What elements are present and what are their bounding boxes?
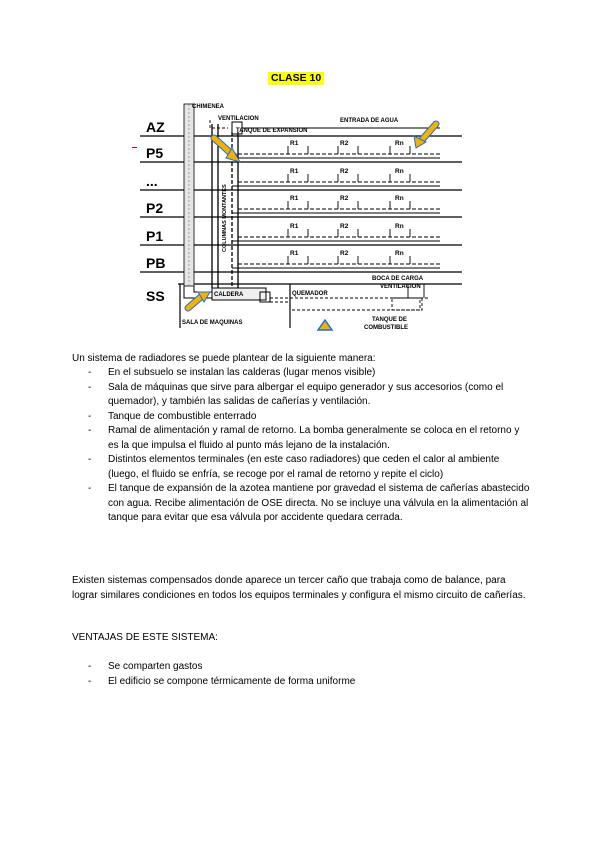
label-ventilacion-bottom: VENTILACION — [380, 284, 421, 290]
list-item: - El edificio se compone térmicamente de forma uniforme — [72, 675, 532, 690]
label-ventilacion: VENTILACION — [218, 116, 259, 122]
list-item: - Sala de máquinas que sirve para albergar el equipo generador y sus accesorios (como el quemador), y también las salidas de cañerías y ventilación. — [72, 381, 532, 410]
radiator-label: Rn — [395, 195, 404, 202]
radiator-label: R1 — [290, 140, 299, 147]
radiator-label: R1 — [290, 195, 299, 202]
radiator-label: R2 — [340, 140, 349, 147]
radiator-label: R2 — [340, 195, 349, 202]
label-caldera: CALDERA — [214, 292, 244, 298]
red-mark — [132, 147, 137, 148]
floor-label: AZ — [146, 119, 165, 135]
label-columnas: COLUMNAS MONTANTES — [222, 184, 228, 252]
list-item: - Ramal de alimentación y ramal de retorno. La bomba generalmente se coloca en el retorno y es la que impulsa el fluido al punto más lejano de la instalación. — [72, 424, 532, 453]
ventajas-heading: VENTAJAS DE ESTE SISTEMA: — [72, 632, 218, 643]
label-tanque-combustible: COMBUSTIBLE — [364, 325, 408, 331]
page-title: CLASE 10 — [268, 72, 324, 85]
radiator-row — [232, 229, 440, 241]
components-list — [72, 366, 532, 526]
label-entrada-agua: ENTRADA DE AGUA — [340, 118, 399, 124]
arrow-icon — [188, 292, 210, 308]
label-chimenea: CHIMENEA — [192, 104, 225, 110]
radiator-row — [232, 146, 440, 158]
label-tanque-combustible: TANQUE DE — [372, 317, 407, 323]
label-boca-carga: BOCA DE CARGA — [372, 276, 424, 282]
floor-label: ... — [146, 173, 158, 189]
label-quemador: QUEMADOR — [292, 291, 328, 297]
radiator-row — [232, 201, 440, 213]
floor-label: PB — [146, 255, 166, 271]
chimney — [184, 104, 212, 298]
radiator-row — [232, 256, 440, 268]
radiator-label: Rn — [395, 223, 404, 230]
label-sala-maquinas: SALA DE MAQUINAS — [182, 320, 243, 326]
list-item: - En el subsuelo se instalan las calderas (lugar menos visible) — [72, 366, 532, 381]
radiator-label: Rn — [395, 250, 404, 257]
list-item: - Tanque de combustible enterrado — [72, 410, 532, 425]
floor-label: P1 — [146, 228, 164, 244]
radiator-label: R1 — [290, 223, 299, 230]
heating-diagram — [140, 102, 462, 332]
radiator-label: Rn — [395, 168, 404, 175]
label-tanque-expansion: TANQUE DE EXPANSION — [236, 128, 308, 134]
radiator-row — [232, 174, 440, 186]
compensated-paragraph: Existen sistemas compensados donde aparece un tercer caño que trabaja como de balance, para lograr similares condiciones en todos los equipos terminales y configura el mismo circuito de cañerías. — [72, 575, 526, 601]
list-item: - Se comparten gastos — [72, 660, 532, 675]
floor-label: P2 — [146, 200, 164, 216]
arrow-icon — [318, 320, 332, 330]
radiator-label: R2 — [340, 223, 349, 230]
list-item: - El tanque de expansión de la azotea mantiene por gravedad el sistema de cañerías abastecido con agua. Recibe alimentación de OSE directa. No se incluye una válvula en la alimentación al tanque para evitar que esa válvula por accidente quedara cerrada. — [72, 482, 532, 526]
intro-text: Un sistema de radiadores se puede plantear de la siguiente manera: — [72, 353, 376, 364]
radiator-label: R1 — [290, 250, 299, 257]
list-item: - Distintos elementos terminales (en este caso radiadores) que ceden el calor al ambiente (luego, el fluido se enfría, se recoge por el ramal de retorno y repite el ciclo) — [72, 453, 532, 482]
floor-label: P5 — [146, 145, 164, 161]
radiator-label: R2 — [340, 250, 349, 257]
radiator-label: Rn — [395, 140, 404, 147]
radiator-label: R1 — [290, 168, 299, 175]
ventajas-list — [72, 660, 532, 689]
floor-label: SS — [146, 288, 165, 304]
radiator-label: R2 — [340, 168, 349, 175]
